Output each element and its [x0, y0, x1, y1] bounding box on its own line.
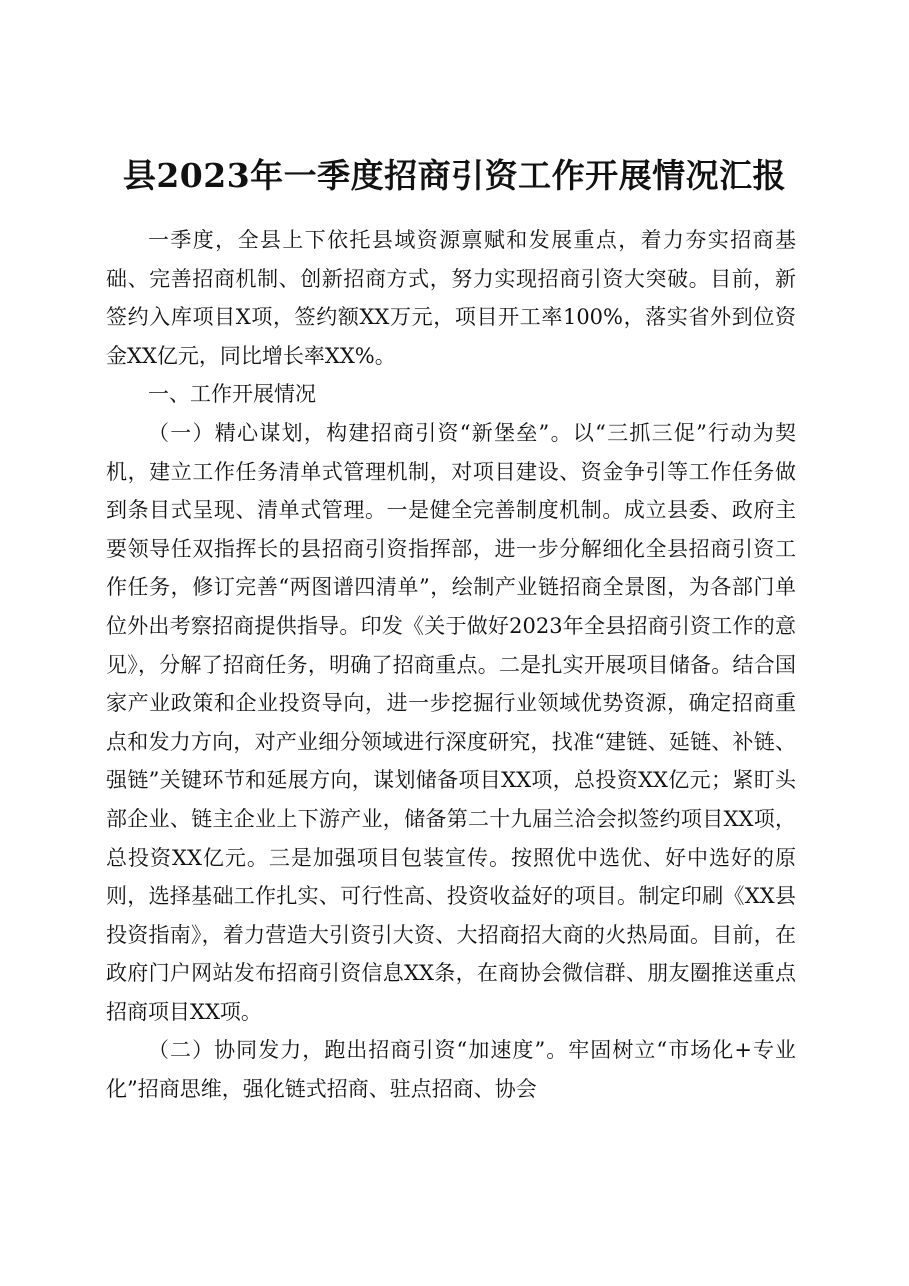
paragraph-section-1-2: （二）协同发力，跑出招商引资“加速度”。牢固树立“市场化+专业化”招商思维，强化链式招商、驻点招商、协会 — [106, 1038, 796, 1102]
section-heading-1: 一、工作开展情况 — [148, 382, 316, 407]
document-title: 县2023年一季度招商引资工作开展情况汇报 — [122, 156, 787, 195]
paragraph-section-1-1: （一）精心谋划，构建招商引资“新堡垒”。以“三抓三促”行动为契机，建立工作任务清单式管理机制，对项目建设、资金争引等工作任务做到条目式呈现、清单式管理。一是健全完善制度机制。成立县委、政府主要领导任双指挥长的县招商引资指挥部，进一步分解细化全县招商引资工作任务，修订完善“两图谱四清单”，绘制产业链招商全景图，为各部门单位外出考察招商提供指导。印发《关于做好2023年全县招商引资工作的意见》，分解了招商任务，明确了招商重点。二是扎实开展项目储备。结合国家产业政策和企业投资导向，进一步挖掘行业领域优势资源，确定招商重点和发力方向，对产业细分领域进行深度研究，找准“建链、延链、补链、强链”关键环节和延展方向，谋划储备项目XX项，总投资XX亿元；紧盯头部企业、链主企业上下游产业，储备第二十九届兰洽会拟签约项目XX项，总投资XX亿元。三是加强项目包装宣传。按照优中选优、好中选好的原则，选择基础工作扎实、可行性高、投资收益好的项目。制定印刷《XX县投资指南》，着力营造大引资引大资、大招商招大商的火热局面。目前，在政府门户网站发布招商引资信息XX条，在商协会微信群、朋友圈推送重点招商项目XX项。 — [106, 420, 796, 1024]
paragraph-intro: 一季度，全县上下依托县域资源禀赋和发展重点，着力夯实招商基础、完善招商机制、创新招商方式，努力实现招商引资大突破。目前，新签约入库项目X项，签约额XX万元，项目开工率100%，落实省外到位资金XX亿元，同比增长率XX%。 — [106, 228, 796, 368]
document-body — [106, 221, 796, 1109]
